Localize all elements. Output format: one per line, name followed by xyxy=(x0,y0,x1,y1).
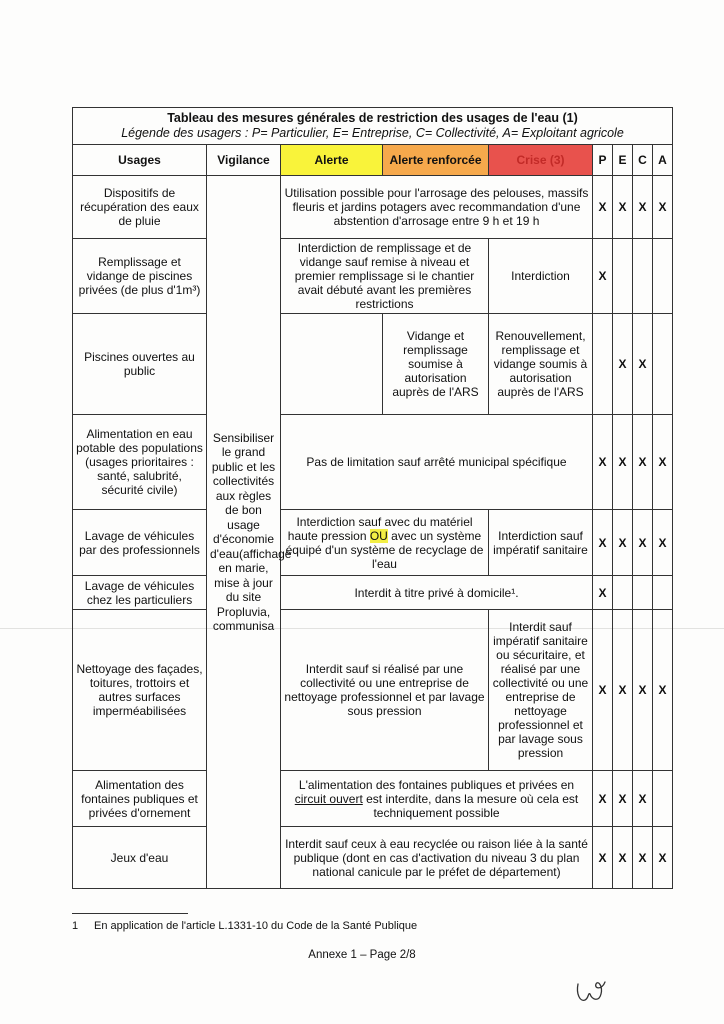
x-mark: X xyxy=(613,415,633,510)
measure-cell: Utilisation possible pour l'arrosage des pelouses, massifs fleuris et jardins potagers avec recommandation d'une abstention d'arrosage entre 9 h et 19 h xyxy=(281,176,593,239)
restriction-table xyxy=(72,107,673,889)
x-mark: X xyxy=(653,176,673,239)
crise-cell: Interdiction xyxy=(489,239,593,314)
x-mark-empty xyxy=(653,314,673,415)
header-c: C xyxy=(633,145,653,176)
header-crise: Crise (3) xyxy=(489,145,593,176)
header-a: A xyxy=(653,145,673,176)
header-p: P xyxy=(593,145,613,176)
x-mark: X xyxy=(593,771,613,827)
table-title-cell xyxy=(73,108,673,145)
table-row xyxy=(73,771,673,827)
usage-cell: Piscines ouvertes au public xyxy=(73,314,207,415)
alerte-renforcee-cell: Vidange et remplissage soumise à autorisation auprès de l'ARS xyxy=(383,314,489,415)
x-mark: X xyxy=(613,314,633,415)
table-row xyxy=(73,576,673,610)
x-mark-empty xyxy=(593,314,613,415)
header-alerte: Alerte xyxy=(281,145,383,176)
x-mark: X xyxy=(593,576,613,610)
footnote-text: En application de l'article L.1331-10 du Code de la Santé Publique xyxy=(94,920,418,932)
measure-text: L'alimentation des fontaines publiques et privées en xyxy=(298,777,575,792)
crise-cell: Interdit sauf impératif sanitaire ou sécuritaire, et réalisé par une collectivité ou une entreprise de nettoyage professionnel et par lavage sous pression xyxy=(489,610,593,771)
x-mark: X xyxy=(633,176,653,239)
x-mark: X xyxy=(593,610,613,771)
x-mark: X xyxy=(653,415,673,510)
x-mark: X xyxy=(653,827,673,889)
table-row xyxy=(73,510,673,576)
table-title: Tableau des mesures générales de restriction des usages de l'eau (1) xyxy=(167,111,578,125)
x-mark-empty xyxy=(653,239,673,314)
table-row xyxy=(73,314,673,415)
x-mark-empty xyxy=(653,771,673,827)
highlighted-ou: OU xyxy=(369,528,388,543)
x-mark: X xyxy=(613,771,633,827)
x-mark-empty xyxy=(633,576,653,610)
measure-cell xyxy=(281,771,593,827)
header-alerte-renforcee: Alerte renforcée xyxy=(383,145,489,176)
x-mark: X xyxy=(593,510,613,576)
usage-cell: Dispositifs de récupération des eaux de pluie xyxy=(73,176,207,239)
x-mark: X xyxy=(633,415,653,510)
usage-cell: Lavage de véhicules chez les particuliers xyxy=(73,576,207,610)
x-mark: X xyxy=(613,176,633,239)
x-mark: X xyxy=(593,239,613,314)
alerte-cell xyxy=(281,314,383,415)
handwritten-initials xyxy=(572,970,612,1010)
measure-text: Interdiction sauf avec du matériel haute pression xyxy=(287,514,473,543)
x-mark: X xyxy=(653,610,673,771)
header-usages: Usages xyxy=(73,145,207,176)
x-mark: X xyxy=(653,510,673,576)
header-vigilance: Vigilance xyxy=(207,145,281,176)
x-mark: X xyxy=(633,771,653,827)
x-mark: X xyxy=(613,610,633,771)
x-mark: X xyxy=(613,510,633,576)
x-mark: X xyxy=(633,510,653,576)
x-mark: X xyxy=(593,415,613,510)
measure-cell xyxy=(281,510,489,576)
measure-cell: Pas de limitation sauf arrêté municipal spécifique xyxy=(281,415,593,510)
usage-cell: Alimentation des fontaines publiques et privées d'ornement xyxy=(73,771,207,827)
usage-cell: Jeux d'eau xyxy=(73,827,207,889)
underlined-text: circuit ouvert xyxy=(294,791,363,806)
x-mark-empty xyxy=(653,576,673,610)
measure-cell: Interdit sauf ceux à eau recyclée ou raison liée à la santé publique (dont en cas d'activation du niveau 3 du plan national canicule par le préfet de département) xyxy=(281,827,593,889)
x-mark: X xyxy=(593,176,613,239)
measure-text: est interdite, dans la mesure où cela est techniquement possible xyxy=(362,791,579,820)
usage-cell: Alimentation en eau potable des populations (usages prioritaires : santé, salubrité, sécurité civile) xyxy=(73,415,207,510)
measure-cell: Interdit sauf si réalisé par une collectivité ou une entreprise de nettoyage professionnel et par lavage sous pression xyxy=(281,610,489,771)
usage-cell: Lavage de véhicules par des professionnels xyxy=(73,510,207,576)
table-row xyxy=(73,415,673,510)
x-mark: X xyxy=(633,827,653,889)
x-mark-empty xyxy=(633,239,653,314)
measure-text: avec un système équipé d'un système de recyclage de l'eau xyxy=(285,528,484,571)
usage-cell: Nettoyage des façades, toitures, trottoirs et autres surfaces imperméabilisées xyxy=(73,610,207,771)
header-e: E xyxy=(613,145,633,176)
footnote-rule xyxy=(72,913,188,914)
page-footer: Annexe 1 – Page 2/8 xyxy=(308,949,416,961)
crise-cell: Interdiction sauf impératif sanitaire xyxy=(489,510,593,576)
footnote xyxy=(72,920,417,932)
table-row xyxy=(73,610,673,771)
table-row xyxy=(73,176,673,239)
x-mark-empty xyxy=(613,239,633,314)
table-row xyxy=(73,827,673,889)
header-row xyxy=(73,145,673,176)
measure-cell: Interdit à titre privé à domicile¹. xyxy=(281,576,593,610)
footnote-number: 1 xyxy=(72,920,79,932)
vigilance-cell: Sensibiliser le grand public et les collectivités aux règles de bon usage d'économie d'eau(affichage en marie, mise à jour du site Propluvia, communisa xyxy=(207,176,281,889)
x-mark-empty xyxy=(613,576,633,610)
crise-cell: Renouvellement, remplissage et vidange soumis à autorisation auprès de l'ARS xyxy=(489,314,593,415)
measure-cell: Interdiction de remplissage et de vidange sauf remise à niveau et premier remplissage si le chantier avait débuté avant les premières restrictions xyxy=(281,239,489,314)
x-mark: X xyxy=(633,610,653,771)
x-mark: X xyxy=(633,314,653,415)
x-mark: X xyxy=(613,827,633,889)
table-row xyxy=(73,239,673,314)
table-legend: Légende des usagers : P= Particulier, E= Entreprise, C= Collectivité, A= Exploitant agricole xyxy=(121,126,624,140)
x-mark: X xyxy=(593,827,613,889)
usage-cell: Remplissage et vidange de piscines privées (de plus d'1m³) xyxy=(73,239,207,314)
